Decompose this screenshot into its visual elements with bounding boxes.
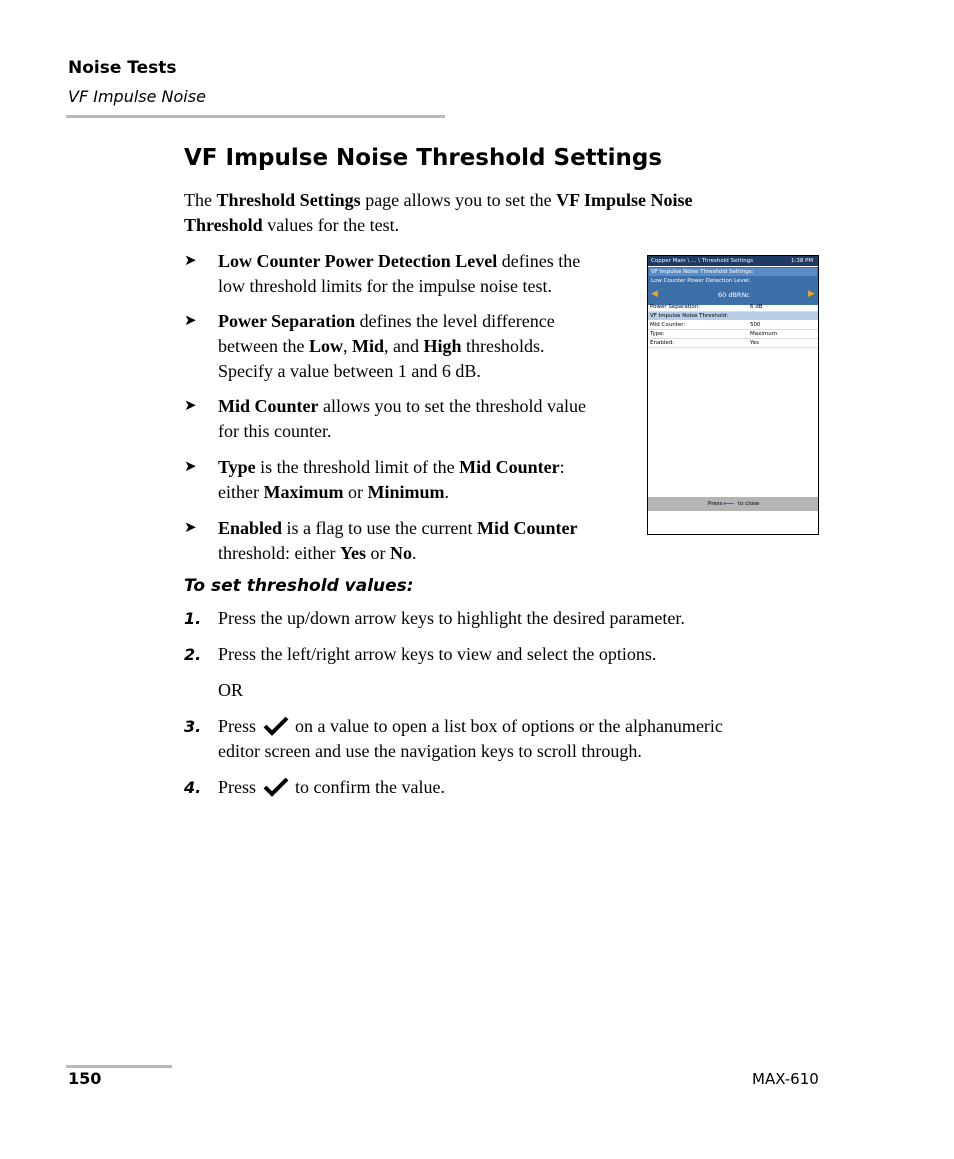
- bullet-arrow-icon: ➤: [184, 253, 197, 269]
- bullet-arrow-icon: ➤: [184, 313, 197, 329]
- page-number: 150: [68, 1069, 102, 1088]
- screenshot-row: Enabled: Yes: [648, 339, 818, 348]
- screenshot-row: Type: Maximum: [648, 330, 818, 339]
- right-arrow-icon: ▶: [808, 289, 815, 299]
- checkmark-icon: [263, 777, 289, 797]
- procedure-title: To set threshold values:: [184, 576, 414, 596]
- bullet-arrow-icon: ➤: [184, 520, 197, 536]
- header-rule: [66, 115, 445, 118]
- screenshot-selected-field: VF Impulse Noise Threshold Settings: Low Counter Power Detection Level: ◀ 60 dBRNc ▶: [648, 267, 818, 305]
- intro-paragraph: The Threshold Settings page allows you to set the VF Impulse Noise Threshold values for the test.: [184, 190, 693, 235]
- screenshot-row: Power Separation: 6 dB: [648, 303, 818, 312]
- document-id: MAX-610: [752, 1070, 819, 1088]
- screenshot-row: Mid Counter: 500: [648, 321, 818, 330]
- running-header-section: Noise Tests: [68, 58, 177, 78]
- screenshot-titlebar: Copper Main \ ... \ Threshold Settings 1:38 PM: [648, 256, 818, 266]
- screenshot-footer: Press ⟵ to close: [648, 497, 818, 511]
- bullet-arrow-icon: ➤: [184, 459, 197, 475]
- screenshot-group-header: VF Impulse Noise Threshold:: [648, 312, 818, 320]
- back-arrow-icon: ⟵: [723, 499, 735, 508]
- footer-rule: [66, 1065, 172, 1068]
- checkmark-icon: [263, 716, 289, 736]
- page-title: VF Impulse Noise Threshold Settings: [184, 145, 663, 171]
- threshold-settings-screenshot: [647, 255, 819, 535]
- bullet-arrow-icon: ➤: [184, 398, 197, 414]
- running-header-subsection: VF Impulse Noise: [68, 87, 206, 106]
- left-arrow-icon: ◀: [651, 289, 658, 299]
